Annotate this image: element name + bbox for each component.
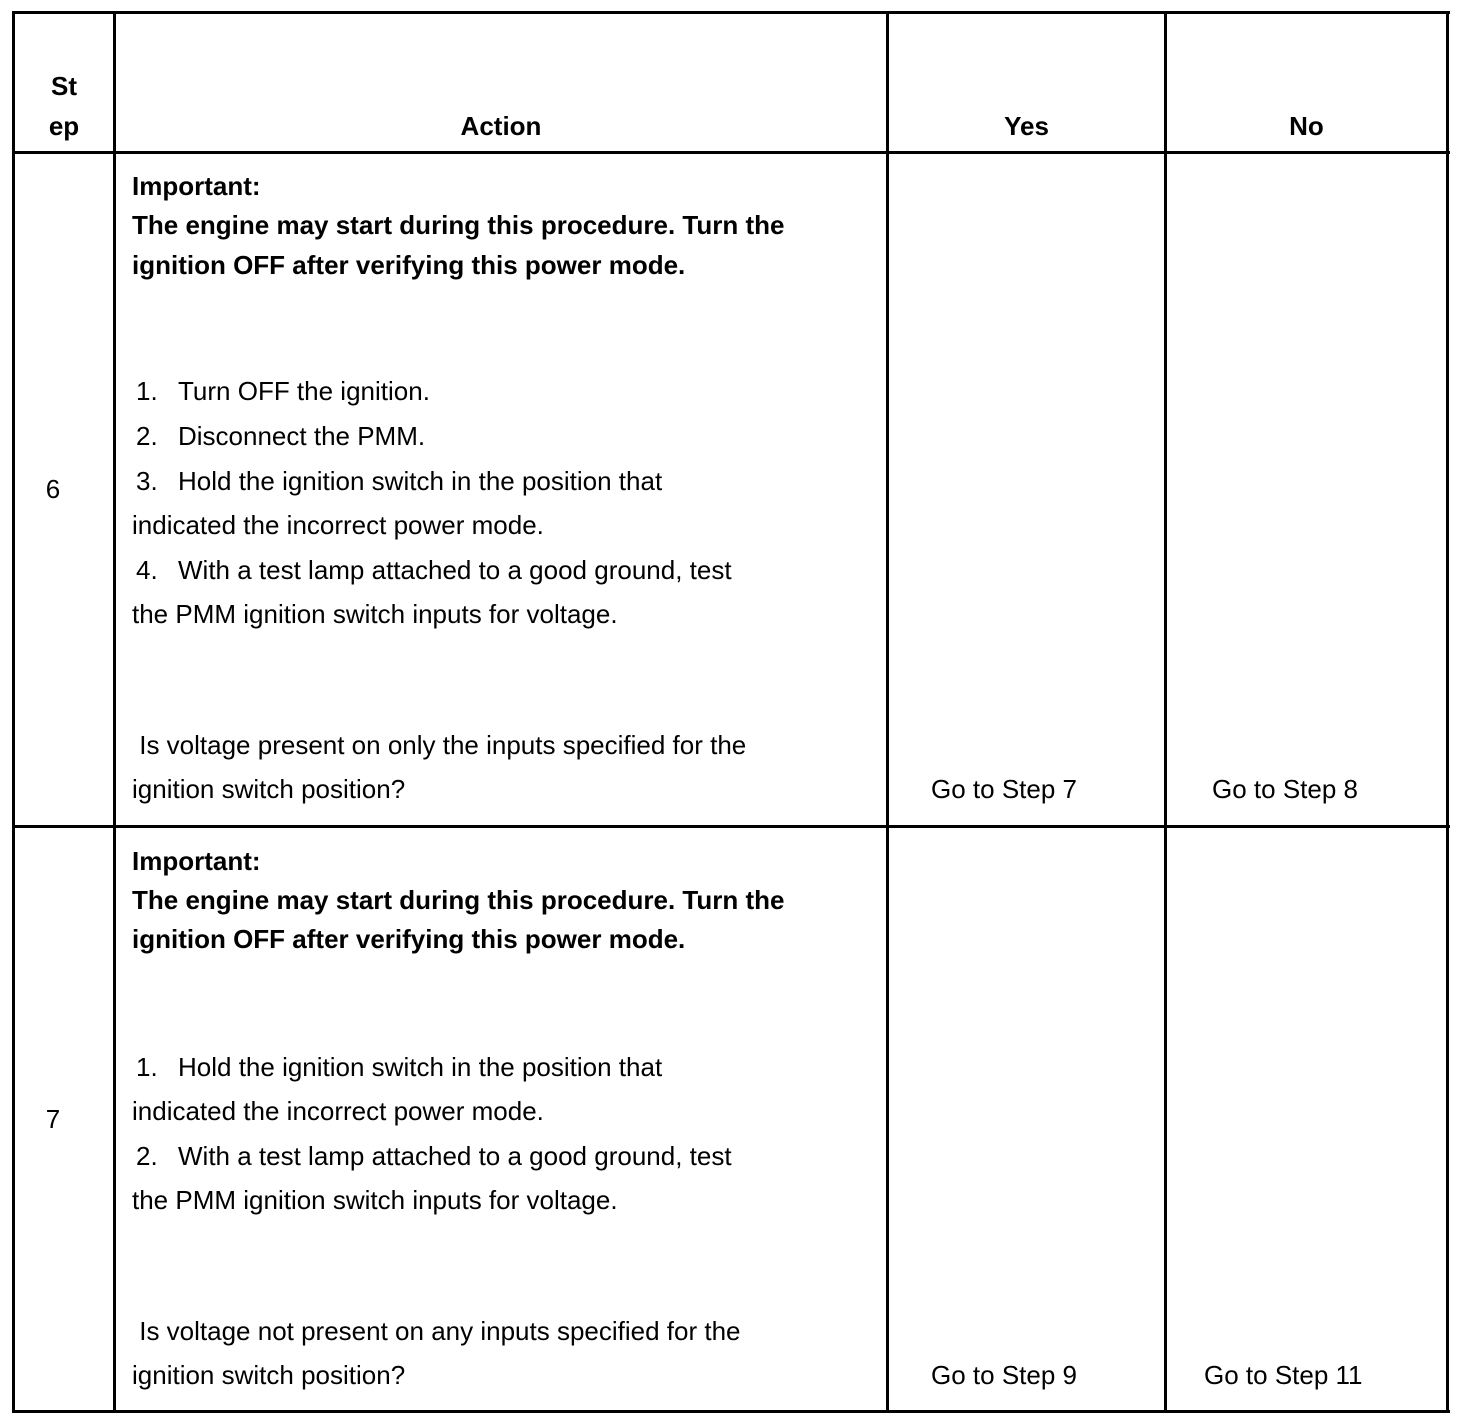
yes-result: Go to Step 9 <box>931 1360 1077 1390</box>
procedure-step <box>132 1052 662 1082</box>
col-divider-step <box>113 11 116 1413</box>
header-action: Action <box>460 111 542 141</box>
procedure-step-number: 1. <box>136 376 158 406</box>
question-line: Is voltage present on only the inputs specified for the <box>132 730 747 760</box>
procedure-step-continuation: the PMM ignition switch inputs for voltage. <box>132 599 618 629</box>
procedure-step <box>132 376 430 406</box>
procedure-step-text: Disconnect the PMM. <box>178 421 426 451</box>
header-divider <box>12 151 1450 154</box>
question-line: Is voltage not present on any inputs specified for the <box>132 1316 741 1346</box>
header-step-line2: ep <box>48 111 80 141</box>
procedure-step-continuation: indicated the incorrect power mode. <box>132 1096 544 1126</box>
important-label: Important: <box>132 171 261 201</box>
procedure-step-text: With a test lamp attached to a good ground, test <box>178 555 732 585</box>
procedure-step <box>132 555 732 585</box>
no-result: Go to Step 11 <box>1204 1360 1363 1390</box>
procedure-step <box>132 466 662 496</box>
header-yes: Yes <box>1004 111 1049 141</box>
procedure-step-text: Turn OFF the ignition. <box>178 376 430 406</box>
table-border-right <box>1446 11 1449 1413</box>
table-border-left <box>12 11 15 1413</box>
procedure-step-number: 3. <box>136 466 158 496</box>
procedure-step <box>132 421 425 451</box>
procedure-step-number: 1. <box>136 1052 158 1082</box>
procedure-step-text: Hold the ignition switch in the position that <box>178 466 663 496</box>
procedure-step-number: 2. <box>136 421 158 451</box>
question-line: ignition switch position? <box>132 774 406 804</box>
important-label: Important: <box>132 846 261 876</box>
header-step <box>15 66 113 146</box>
no-result: Go to Step 8 <box>1212 774 1358 804</box>
important-note-line: The engine may start during this procedure. Turn the <box>132 210 785 240</box>
procedure-step-number: 4. <box>136 555 158 585</box>
table-border-bottom <box>12 1410 1450 1413</box>
important-note-line: ignition OFF after verifying this power mode. <box>132 250 686 280</box>
procedure-step-number: 2. <box>136 1141 158 1171</box>
header-step-line1: St <box>51 71 77 101</box>
step-number: 6 <box>45 474 61 504</box>
procedure-step-text: Hold the ignition switch in the position that <box>178 1052 663 1082</box>
col-divider-action <box>886 11 889 1413</box>
table-border-top <box>12 11 1450 14</box>
important-note-line: The engine may start during this procedure. Turn the <box>132 885 785 915</box>
procedure-step-continuation: the PMM ignition switch inputs for voltage. <box>132 1185 618 1215</box>
step-number: 7 <box>45 1104 61 1134</box>
procedure-step-text: With a test lamp attached to a good ground, test <box>178 1141 732 1171</box>
header-no: No <box>1289 111 1324 141</box>
question-line: ignition switch position? <box>132 1360 406 1390</box>
yes-result: Go to Step 7 <box>931 774 1077 804</box>
procedure-step <box>132 1141 732 1171</box>
row-divider <box>12 825 1450 828</box>
important-note-line: ignition OFF after verifying this power mode. <box>132 924 686 954</box>
col-divider-yes <box>1164 11 1167 1413</box>
procedure-step-continuation: indicated the incorrect power mode. <box>132 510 544 540</box>
